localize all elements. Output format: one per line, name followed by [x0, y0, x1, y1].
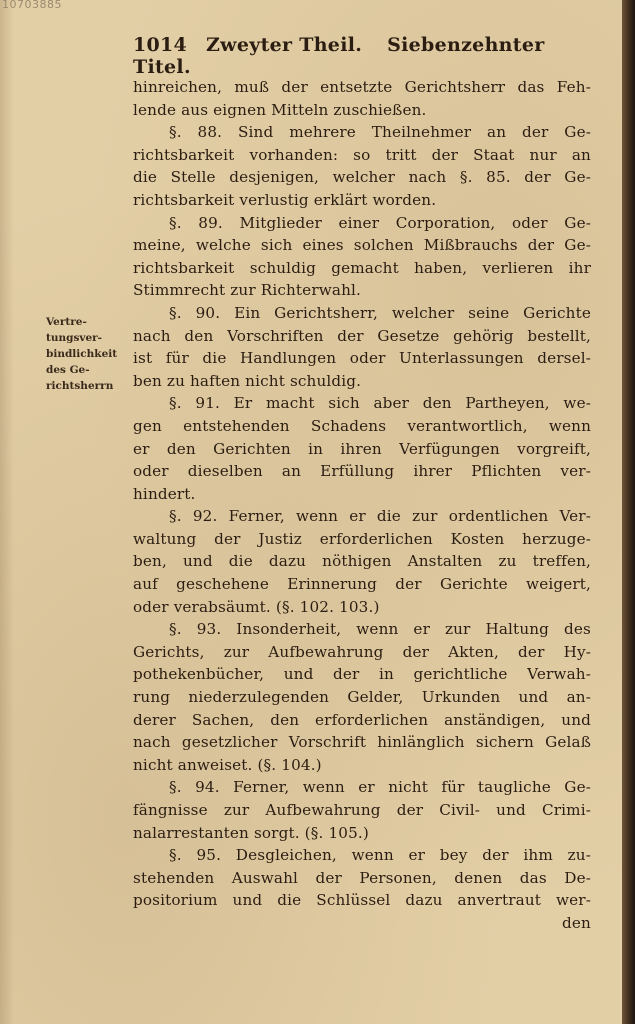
text-line: pothekenbücher, und der in gerichtliche Verwah- — [133, 665, 591, 684]
text-line: §. 92. Ferner, wenn er die zur ordentlichen Ver- — [169, 507, 591, 526]
text-line: §. 88. Sind mehrere Theilnehmer an der Ge- — [169, 123, 591, 142]
text-line: meine, welche sich eines solchen Mißbrauchs der Ge- — [133, 236, 591, 255]
text-line: ben, und die dazu nöthigen Anstalten zu treffen, — [133, 552, 591, 571]
running-head — [133, 34, 563, 78]
margin-note-line: richtsherrn — [46, 380, 114, 392]
text-line: nicht anweiset. (§. 104.) — [133, 755, 322, 774]
text-line: oder dieselben an Erfüllung ihrer Pflichten ver- — [133, 462, 591, 481]
text-line: fängnisse zur Aufbewahrung der Civil- und Crimi- — [133, 801, 591, 819]
text-line: §. 91. Er macht sich aber den Partheyen, we- — [169, 394, 591, 413]
text-line: auf geschehene Erinnerung der Gerichte weigert, — [133, 575, 591, 594]
text-line: §. 94. Ferner, wenn er nicht für taugliche Ge- — [169, 778, 591, 797]
text-line: hindert. — [133, 484, 196, 503]
margin-note-line: Vertre- — [46, 316, 87, 328]
text-line: rung niederzulegenden Gelder, Urkunden und an- — [133, 688, 591, 707]
text-line: ist für die Handlungen oder Unterlassungen dersel- — [133, 349, 591, 368]
margin-note-line: bindlichkeit — [46, 348, 118, 360]
text-line: §. 89. Mitglieder einer Corporation, oder Ge- — [169, 213, 591, 232]
text-line: nalarrestanten sorgt. (§. 105.) — [133, 823, 369, 842]
text-line: richtsbarkeit schuldig gemacht haben, verlieren ihr — [133, 258, 591, 277]
text-line: Gerichts, zur Aufbewahrung der Akten, der Hy- — [133, 642, 591, 661]
catalog-id: 10703885 — [2, 0, 62, 11]
book-edge — [622, 0, 635, 1024]
text-line: nach gesetzlicher Vorschrift hinlänglich sichern Gelaß — [133, 733, 591, 752]
text-line: derer Sachen, den erforderlichen anständigen, und — [133, 710, 591, 729]
text-line: oder verabsäumt. (§. 102. 103.) — [133, 597, 380, 616]
text-line: §. 90. Ein Gerichtsherr, welcher seine Gerichte — [169, 303, 591, 322]
margin-note — [46, 314, 130, 394]
text-line: waltung der Justiz erforderlichen Kosten herzuge- — [133, 529, 591, 548]
text-line: lende aus eignen Mitteln zuschießen. — [133, 100, 427, 119]
text-line: §. 95. Desgleichen, wenn er bey der ihm zu- — [169, 846, 591, 865]
text-line: gen entstehenden Schadens verantwortlich, wenn — [133, 416, 591, 435]
text-line: ben zu haften nicht schuldig. — [133, 371, 362, 390]
part-title: Zweyter Theil. — [206, 34, 363, 56]
text-line: nach den Vorschriften der Gesetze gehörig bestellt, — [133, 326, 591, 345]
text-line: den — [562, 913, 591, 932]
text-line: stehenden Auswahl der Personen, denen das De- — [133, 868, 591, 887]
text-line: Stimmrecht zur Richterwahl. — [133, 281, 362, 300]
text-line: §. 93. Insonderheit, wenn er zur Haltung des — [169, 620, 591, 639]
text-line: richtsbarkeit verlustig erklärt worden. — [133, 190, 437, 209]
text-line: hinreichen, muß der entsetzte Gerichtsherr das Feh- — [133, 78, 591, 96]
page-number: 1014 — [133, 34, 188, 56]
text-line: er den Gerichten in ihren Verfügungen vorgreift, — [133, 439, 591, 458]
margin-note-line: tungsver- — [46, 332, 103, 344]
text-line: positorium und die Schlüssel dazu anvertraut wer- — [133, 891, 591, 910]
chapter-title: Siebenzehnter Titel. — [133, 34, 545, 78]
body-text — [133, 76, 591, 935]
margin-note-line: des Ge- — [46, 364, 90, 376]
text-line: die Stelle desjenigen, welcher nach §. 85. der Ge- — [133, 168, 591, 187]
text-line: richtsbarkeit vorhanden: so tritt der Staat nur an — [133, 145, 591, 164]
